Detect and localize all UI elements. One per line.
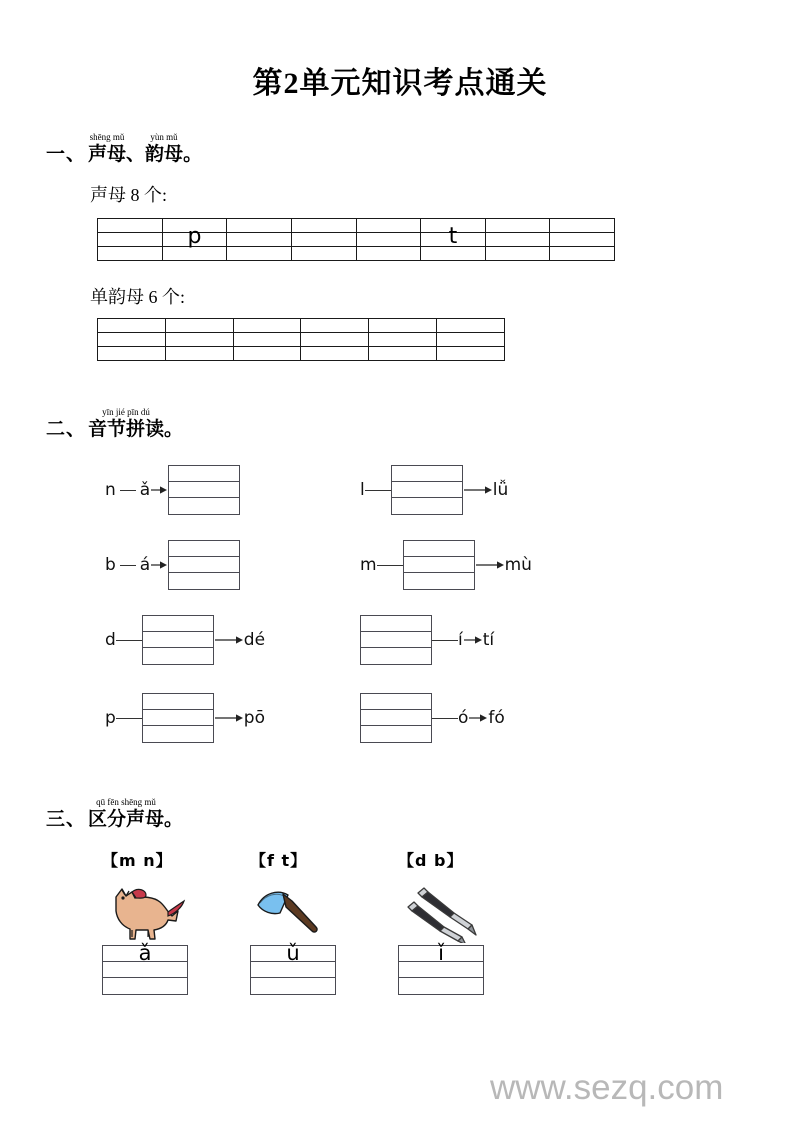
answer-grid-line (399, 941, 483, 965)
blend-final: ó (458, 707, 469, 728)
ruby-qufenshengmu-pinyin: qū fēn shēng mǔ (96, 797, 156, 807)
answer-box-line (361, 710, 431, 726)
finals-grid-table[interactable] (97, 318, 505, 361)
answer-box[interactable] (360, 693, 432, 743)
blend-initial: l (360, 479, 365, 500)
answer-box-line (392, 466, 462, 482)
grid-cell[interactable] (437, 333, 505, 347)
answer-box-line (404, 541, 474, 557)
connector-line (365, 490, 391, 491)
blend-initial: d (105, 629, 116, 650)
grid-cell[interactable] (291, 233, 356, 247)
syllable-blending-item (360, 537, 532, 593)
answer-box[interactable] (360, 615, 432, 665)
section-three-number: 三、 (46, 808, 87, 830)
grid-cell[interactable] (421, 247, 486, 261)
answer-box-line (361, 694, 431, 710)
section-two-heading (46, 408, 183, 441)
answer-box-line (361, 648, 431, 664)
answer-grid-line (103, 962, 187, 978)
distinguish-initials-item (102, 848, 198, 995)
answer-box-line (169, 557, 239, 573)
answer-box-line (143, 710, 213, 726)
answer-box[interactable] (168, 540, 240, 590)
pens-icon (398, 883, 494, 945)
blend-final: á (139, 554, 151, 575)
answer-box[interactable] (391, 465, 463, 515)
answer-box-line (361, 632, 431, 648)
answer-box[interactable] (168, 465, 240, 515)
grid-cell[interactable] (291, 219, 356, 233)
ruby-qufenshengmu (88, 798, 164, 831)
grid-cell[interactable] (98, 233, 163, 247)
answer-box-line (404, 557, 474, 573)
grid-cell[interactable] (98, 347, 166, 361)
grid-cell[interactable] (227, 219, 292, 233)
answer-box-line (143, 726, 213, 742)
initials-count-label: 声母 8 个: (90, 185, 168, 205)
grid-cell[interactable] (485, 233, 550, 247)
axe-icon (250, 883, 346, 945)
grid-row (98, 247, 615, 261)
site-watermark: www.sezq.com (490, 1068, 724, 1107)
syllable-blending-item (105, 462, 240, 518)
answer-grid-vowel: ǎ (138, 941, 152, 965)
grid-cell[interactable] (227, 247, 292, 261)
grid-cell[interactable] (165, 347, 233, 361)
syllable-blending-item (360, 462, 508, 518)
blend-initial: b (105, 554, 116, 575)
initial-choice-bracket[interactable]: 【f t】 (250, 851, 308, 870)
distinguish-initials-item (250, 848, 346, 995)
initial-choice-bracket[interactable]: 【m n】 (102, 851, 173, 870)
syllable-blending-item (105, 690, 265, 746)
answer-box-line (169, 498, 239, 514)
blend-result: pō (243, 707, 265, 728)
answer-grid-line (251, 962, 335, 978)
arrow-icon (476, 560, 504, 570)
ruby-shengmu-pinyin: shēng mǔ (89, 132, 125, 142)
connector-line (432, 718, 458, 719)
grid-cell[interactable] (162, 247, 227, 261)
answer-grid-line (399, 962, 483, 978)
answer-box-line (392, 498, 462, 514)
answer-grid-line (103, 941, 187, 965)
grid-cell[interactable] (98, 247, 163, 261)
grid-cell[interactable] (369, 333, 437, 347)
answer-box-line (169, 482, 239, 498)
blend-result: tí (482, 629, 495, 650)
grid-cell[interactable] (550, 219, 615, 233)
grid-cell[interactable] (356, 219, 421, 233)
ruby-yinjiepindu-han: 音节拼读 (88, 419, 165, 440)
section-three-heading (46, 798, 183, 831)
answer-grid-line (103, 978, 187, 994)
arrow-icon (151, 560, 167, 570)
connector-line (432, 640, 458, 641)
answer-box-line (404, 573, 474, 589)
connector-line (116, 718, 142, 719)
grid-cell[interactable] (233, 347, 301, 361)
syllable-blending-item (360, 612, 494, 668)
grid-cell[interactable] (301, 347, 369, 361)
arrow-icon (469, 713, 487, 723)
grid-cell[interactable] (98, 319, 166, 333)
grid-row (98, 233, 615, 247)
blend-initial: n (105, 479, 116, 500)
section-one-heading (46, 133, 202, 166)
section-two-number: 二、 (46, 418, 87, 440)
answer-box[interactable] (142, 693, 214, 743)
grid-cell[interactable] (165, 319, 233, 333)
grid-cell[interactable] (227, 233, 292, 247)
ruby-yunmu (145, 133, 183, 166)
arrow-icon (151, 485, 167, 495)
blend-result: lǚ (492, 479, 509, 500)
arrow-icon (215, 635, 243, 645)
answer-box[interactable] (142, 615, 214, 665)
answer-box-line (361, 616, 431, 632)
answer-grid[interactable] (398, 941, 484, 995)
connector-line (120, 565, 136, 566)
answer-box-line (143, 616, 213, 632)
section-one-number: 一、 (46, 143, 87, 165)
arrow-icon (215, 713, 243, 723)
grid-cell[interactable] (233, 333, 301, 347)
grid-cell-letter: t (448, 224, 458, 249)
answer-box-line (392, 482, 462, 498)
blend-final: ǎ (139, 479, 151, 500)
answer-box[interactable] (403, 540, 475, 590)
grid-cell[interactable] (421, 224, 486, 249)
answer-grid[interactable] (102, 941, 188, 995)
arrow-icon (464, 635, 482, 645)
blend-initial: m (360, 554, 377, 575)
grid-cell[interactable] (98, 219, 163, 233)
answer-grid-vowel: ǔ (286, 941, 300, 965)
distinguish-initials-item (398, 848, 494, 995)
answer-grid-line (251, 978, 335, 994)
answer-grid-vowel: ǐ (438, 941, 444, 965)
answer-grid[interactable] (250, 941, 336, 995)
ruby-shengmu-han: 声母 (88, 144, 127, 165)
ruby-shengmu (88, 133, 126, 166)
grid-cell[interactable] (437, 347, 505, 361)
axe-icon (250, 883, 336, 943)
grid-cell-letter: p (187, 224, 202, 249)
grid-cell[interactable] (165, 333, 233, 347)
section-two-period: 。 (164, 419, 184, 440)
ruby-yinjiepindu (88, 408, 164, 441)
blend-initial: p (105, 707, 116, 728)
pens-icon (398, 883, 484, 943)
answer-grid-line (399, 978, 483, 994)
answer-box-line (169, 466, 239, 482)
initials-grid-table[interactable] (97, 218, 615, 261)
page-title: 第2单元知识考点通关 (252, 67, 548, 100)
grid-cell[interactable] (301, 333, 369, 347)
syllable-blending-item (105, 537, 240, 593)
finals-count-label: 单韵母 6 个: (90, 287, 186, 307)
ruby-qufenshengmu-han: 区分声母 (88, 809, 165, 830)
grid-row (98, 319, 505, 333)
answer-grid-line (251, 941, 335, 965)
grid-cell[interactable] (291, 247, 356, 261)
grid-row (98, 347, 505, 361)
connector-line (377, 565, 403, 566)
blend-result: mù (504, 554, 532, 575)
connector-line (116, 640, 142, 641)
blend-result: dé (243, 629, 266, 650)
grid-cell[interactable] (356, 233, 421, 247)
section-three-period: 。 (164, 809, 184, 830)
grid-row (98, 333, 505, 347)
blend-result: fó (488, 707, 505, 728)
initial-choice-bracket[interactable]: 【d b】 (398, 851, 464, 870)
grid-cell[interactable] (550, 247, 615, 261)
answer-box-line (169, 541, 239, 557)
section-one-separator: 、 (126, 144, 146, 165)
grid-cell[interactable] (485, 219, 550, 233)
grid-cell[interactable] (162, 224, 227, 249)
connector-line (120, 490, 136, 491)
ruby-yinjiepindu-pinyin: yīn jié pīn dú (102, 407, 150, 417)
answer-box-line (143, 648, 213, 664)
ruby-yunmu-han: 韵母 (145, 144, 184, 165)
grid-cell[interactable] (369, 319, 437, 333)
grid-cell[interactable] (356, 247, 421, 261)
syllable-blending-item (105, 612, 265, 668)
horse-icon (102, 883, 198, 945)
grid-cell[interactable] (301, 319, 369, 333)
answer-box-line (169, 573, 239, 589)
syllable-blending-item (360, 690, 505, 746)
horse-icon (102, 883, 188, 943)
blend-final: í (458, 629, 463, 650)
ruby-yunmu-pinyin: yùn mǔ (150, 132, 178, 142)
section-one-period: 。 (183, 144, 203, 165)
grid-cell[interactable] (550, 233, 615, 247)
answer-box-line (143, 694, 213, 710)
answer-box-line (361, 726, 431, 742)
grid-cell[interactable] (233, 319, 301, 333)
grid-cell[interactable] (98, 333, 166, 347)
grid-cell[interactable] (437, 319, 505, 333)
arrow-icon (464, 485, 492, 495)
answer-box-line (143, 632, 213, 648)
grid-cell[interactable] (485, 247, 550, 261)
grid-cell[interactable] (369, 347, 437, 361)
